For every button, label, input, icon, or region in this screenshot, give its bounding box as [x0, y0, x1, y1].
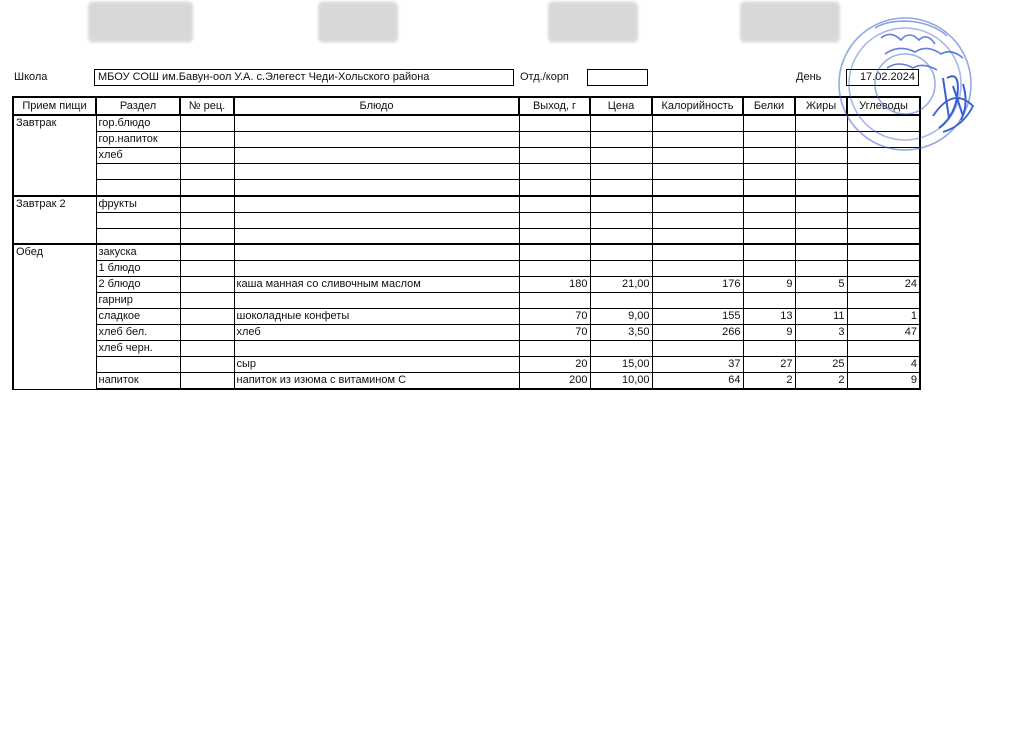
carbs-cell: 24 [847, 277, 920, 293]
yield-cell [519, 293, 590, 309]
yield-cell [519, 341, 590, 357]
kcal-cell [652, 132, 743, 148]
price-cell [590, 115, 652, 132]
protein-cell [743, 341, 795, 357]
column-header: № рец. [180, 97, 234, 115]
kcal-cell [652, 244, 743, 261]
dept-label: Отд./корп [520, 71, 569, 83]
kcal-cell [652, 180, 743, 196]
kcal-cell: 37 [652, 357, 743, 373]
table-row [13, 164, 920, 180]
recipe-cell [180, 341, 234, 357]
dish-cell [234, 196, 519, 213]
recipe-cell [180, 196, 234, 213]
recipe-cell [180, 148, 234, 164]
scan-smudge [548, 2, 638, 42]
recipe-cell [180, 132, 234, 148]
school-label: Школа [14, 71, 48, 83]
section-cell: сладкое [96, 309, 180, 325]
table-row [13, 115, 920, 132]
fat-cell [795, 196, 847, 213]
price-cell: 15,00 [590, 357, 652, 373]
kcal-cell [652, 228, 743, 244]
table-row [13, 373, 920, 390]
section-cell [96, 180, 180, 196]
price-cell [590, 228, 652, 244]
menu-table [12, 96, 921, 390]
protein-cell: 9 [743, 277, 795, 293]
carbs-cell [847, 212, 920, 228]
section-cell [96, 357, 180, 373]
recipe-cell [180, 244, 234, 261]
meal-cell: Обед [13, 244, 96, 389]
fat-cell: 3 [795, 325, 847, 341]
recipe-cell [180, 261, 234, 277]
recipe-cell [180, 309, 234, 325]
table-row [13, 228, 920, 244]
section-cell: гор.напиток [96, 132, 180, 148]
table-row [13, 357, 920, 373]
fat-cell [795, 244, 847, 261]
scan-smudge [88, 2, 193, 42]
kcal-cell [652, 212, 743, 228]
carbs-cell: 47 [847, 325, 920, 341]
dish-cell [234, 244, 519, 261]
protein-cell [743, 132, 795, 148]
meal-cell: Завтрак [13, 115, 96, 196]
price-cell [590, 132, 652, 148]
dish-cell [234, 293, 519, 309]
table-row [13, 261, 920, 277]
school-name-field: МБОУ СОШ им.Бавун-оол У.А. с.Элегест Чеди-Хольского района [94, 69, 514, 86]
yield-cell: 20 [519, 357, 590, 373]
recipe-cell [180, 212, 234, 228]
kcal-cell: 266 [652, 325, 743, 341]
table-header-row [13, 97, 920, 115]
price-cell [590, 293, 652, 309]
table-row [13, 180, 920, 196]
carbs-cell: 1 [847, 309, 920, 325]
column-header: Углеводы [847, 97, 920, 115]
kcal-cell [652, 148, 743, 164]
price-cell [590, 244, 652, 261]
kcal-cell [652, 293, 743, 309]
protein-cell [743, 196, 795, 213]
section-cell: гор.блюдо [96, 115, 180, 132]
day-label: День [796, 71, 822, 83]
column-header: Жиры [795, 97, 847, 115]
recipe-cell [180, 164, 234, 180]
price-cell [590, 164, 652, 180]
table-row [13, 196, 920, 213]
carbs-cell: 4 [847, 357, 920, 373]
protein-cell [743, 180, 795, 196]
date-field: 17.02.2024 [846, 69, 919, 86]
fat-cell [795, 293, 847, 309]
table-row [13, 341, 920, 357]
scan-smudge [740, 2, 840, 42]
recipe-cell [180, 325, 234, 341]
yield-cell [519, 212, 590, 228]
table-row [13, 277, 920, 293]
fat-cell [795, 261, 847, 277]
recipe-cell [180, 357, 234, 373]
table-row [13, 325, 920, 341]
price-cell [590, 180, 652, 196]
kcal-cell [652, 164, 743, 180]
section-cell: напиток [96, 373, 180, 390]
protein-cell [743, 212, 795, 228]
dish-cell [234, 132, 519, 148]
price-cell [590, 341, 652, 357]
fat-cell [795, 212, 847, 228]
table-row [13, 293, 920, 309]
table-row [13, 309, 920, 325]
kcal-cell: 155 [652, 309, 743, 325]
dept-field [587, 69, 648, 86]
dish-cell [234, 212, 519, 228]
yield-cell [519, 132, 590, 148]
kcal-cell: 176 [652, 277, 743, 293]
yield-cell [519, 196, 590, 213]
section-cell: хлеб [96, 148, 180, 164]
recipe-cell [180, 373, 234, 390]
protein-cell [743, 148, 795, 164]
column-header: Выход, г [519, 97, 590, 115]
recipe-cell [180, 277, 234, 293]
recipe-cell [180, 293, 234, 309]
carbs-cell [847, 164, 920, 180]
fat-cell: 5 [795, 277, 847, 293]
fat-cell: 25 [795, 357, 847, 373]
fat-cell: 2 [795, 373, 847, 390]
section-cell: хлеб бел. [96, 325, 180, 341]
recipe-cell [180, 115, 234, 132]
protein-cell [743, 261, 795, 277]
recipe-cell [180, 180, 234, 196]
dish-cell [234, 115, 519, 132]
column-header: Цена [590, 97, 652, 115]
kcal-cell [652, 115, 743, 132]
section-cell [96, 228, 180, 244]
table-row [13, 212, 920, 228]
carbs-cell [847, 244, 920, 261]
fat-cell [795, 228, 847, 244]
recipe-cell [180, 228, 234, 244]
dish-cell: сыр [234, 357, 519, 373]
column-header: Блюдо [234, 97, 519, 115]
dish-cell: каша манная со сливочным маслом [234, 277, 519, 293]
carbs-cell [847, 180, 920, 196]
section-cell: 1 блюдо [96, 261, 180, 277]
price-cell: 10,00 [590, 373, 652, 390]
carbs-cell [847, 196, 920, 213]
price-cell [590, 196, 652, 213]
yield-cell [519, 244, 590, 261]
yield-cell [519, 164, 590, 180]
yield-cell [519, 180, 590, 196]
section-cell: гарнир [96, 293, 180, 309]
yield-cell: 70 [519, 325, 590, 341]
table-row [13, 148, 920, 164]
yield-cell [519, 261, 590, 277]
yield-cell [519, 148, 590, 164]
fat-cell [795, 180, 847, 196]
scan-smudge [318, 2, 398, 42]
dish-cell: напиток из изюма с витамином С [234, 373, 519, 390]
kcal-cell [652, 341, 743, 357]
kcal-cell: 64 [652, 373, 743, 390]
protein-cell [743, 244, 795, 261]
carbs-cell [847, 228, 920, 244]
kcal-cell [652, 196, 743, 213]
section-cell: закуска [96, 244, 180, 261]
protein-cell: 27 [743, 357, 795, 373]
section-cell: хлеб черн. [96, 341, 180, 357]
protein-cell: 2 [743, 373, 795, 390]
table-row [13, 244, 920, 261]
dish-cell [234, 228, 519, 244]
meal-cell: Завтрак 2 [13, 196, 96, 245]
fat-cell [795, 164, 847, 180]
protein-cell: 13 [743, 309, 795, 325]
price-cell [590, 148, 652, 164]
protein-cell [743, 228, 795, 244]
section-cell: фрукты [96, 196, 180, 213]
yield-cell [519, 228, 590, 244]
protein-cell [743, 115, 795, 132]
price-cell: 21,00 [590, 277, 652, 293]
carbs-cell [847, 293, 920, 309]
carbs-cell [847, 261, 920, 277]
price-cell [590, 261, 652, 277]
column-header: Раздел [96, 97, 180, 115]
carbs-cell: 9 [847, 373, 920, 390]
dish-cell [234, 341, 519, 357]
dish-cell [234, 164, 519, 180]
dish-cell: шоколадные конфеты [234, 309, 519, 325]
table-row [13, 132, 920, 148]
price-cell: 3,50 [590, 325, 652, 341]
yield-cell: 70 [519, 309, 590, 325]
section-cell [96, 212, 180, 228]
section-cell: 2 блюдо [96, 277, 180, 293]
yield-cell: 180 [519, 277, 590, 293]
yield-cell [519, 115, 590, 132]
dish-cell [234, 148, 519, 164]
yield-cell: 200 [519, 373, 590, 390]
fat-cell: 11 [795, 309, 847, 325]
dish-cell [234, 180, 519, 196]
protein-cell [743, 164, 795, 180]
dish-cell: хлеб [234, 325, 519, 341]
dish-cell [234, 261, 519, 277]
protein-cell: 9 [743, 325, 795, 341]
column-header: Прием пищи [13, 97, 96, 115]
official-stamp-icon [835, 6, 985, 156]
protein-cell [743, 293, 795, 309]
column-header: Калорийность [652, 97, 743, 115]
carbs-cell [847, 341, 920, 357]
price-cell [590, 212, 652, 228]
kcal-cell [652, 261, 743, 277]
column-header: Белки [743, 97, 795, 115]
section-cell [96, 164, 180, 180]
fat-cell [795, 341, 847, 357]
price-cell: 9,00 [590, 309, 652, 325]
